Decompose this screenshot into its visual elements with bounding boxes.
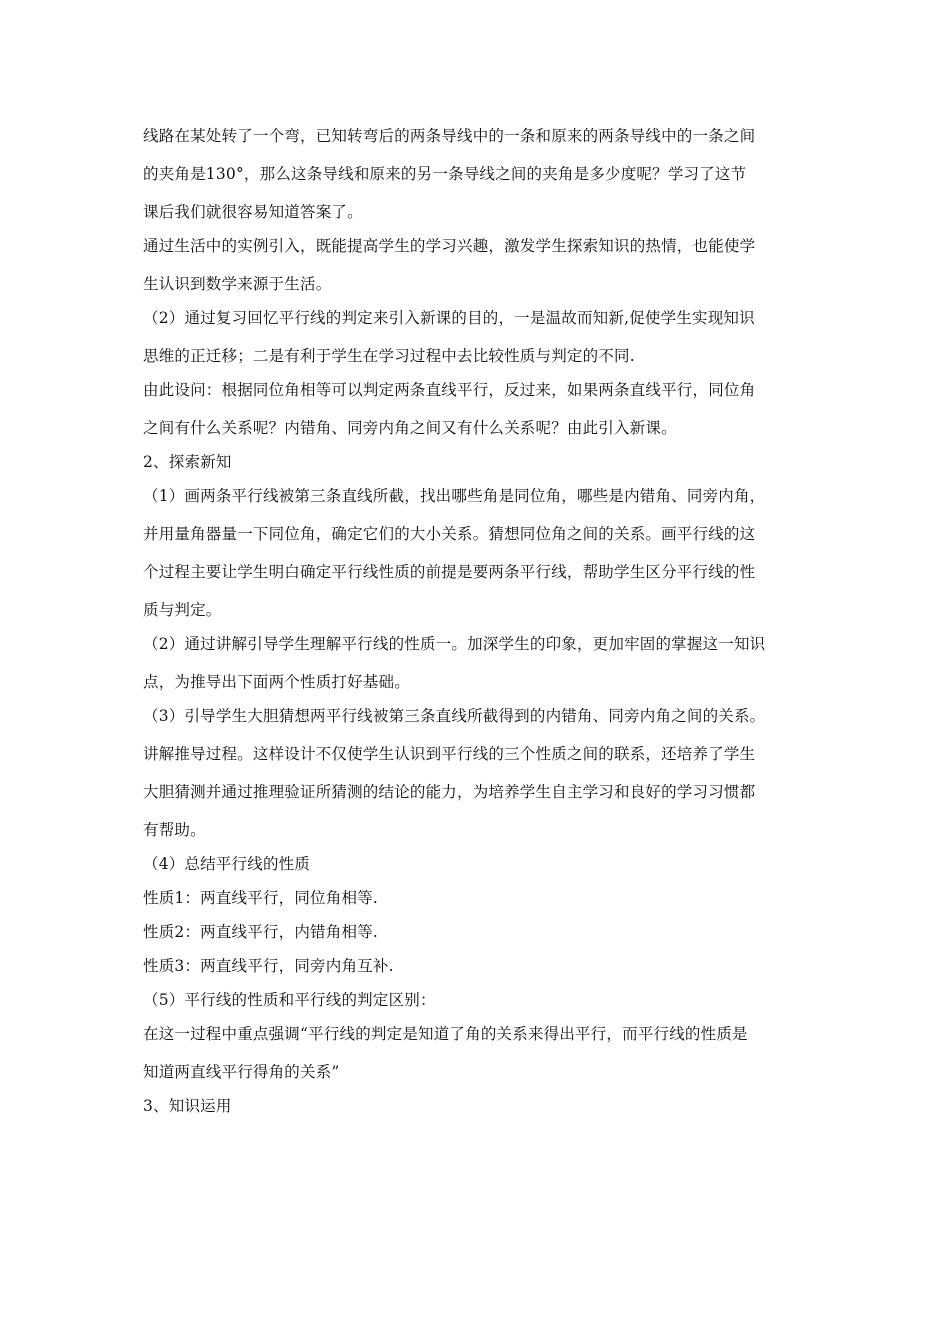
paragraph-line: 思维的正迁移；二是有利于学生在学习过程中去比较性质与判定的不同. <box>143 347 635 365</box>
paragraph-line: 讲解推导过程。这样设计不仅使学生认识到平行线的三个性质之间的联系，还培养了学生 <box>143 745 756 763</box>
paragraph-line: 由此设问：根据同位角相等可以判定两条直线平行，反过来，如果两条直线平行，同位角 <box>143 381 756 399</box>
paragraph-line: 之间有什么关系呢？内错角、同旁内角之间又有什么关系呢？由此引入新课。 <box>143 419 677 437</box>
paragraph-line: 大胆猜测并通过推理验证所猜测的结论的能力，为培养学生自主学习和良好的学习习惯都 <box>143 783 756 801</box>
paragraph-line: （1）画两条平行线被第三条直线所截，找出哪些角是同位角，哪些是内错角、同旁内角， <box>143 487 766 505</box>
paragraph-line: 知道两直线平行得角的关系” <box>143 1063 340 1081</box>
paragraph-line: （5）平行线的性质和平行线的判定区别： <box>143 991 436 1009</box>
property-line: 性质1：两直线平行，同位角相等. <box>143 889 378 907</box>
paragraph-line: 的夹角是130°，那么这条导线和原来的另一条导线之间的夹角是多少度呢？学习了这节 <box>143 165 747 183</box>
paragraph-line: 有帮助。 <box>143 821 206 839</box>
document-body <box>143 124 810 1128</box>
property-line: 性质3：两直线平行，同旁内角互补. <box>143 957 394 975</box>
paragraph-line: （4）总结平行线的性质 <box>143 855 311 873</box>
paragraph-line: （2）通过复习回忆平行线的判定来引入新课的目的，一是温故而知新,促使学生实现知识 <box>143 309 755 327</box>
section-heading: 3、知识运用 <box>143 1097 232 1115</box>
paragraph-line: 个过程主要让学生明白确定平行线性质的前提是要两条平行线，帮助学生区分平行线的性 <box>143 563 756 581</box>
property-line: 性质2：两直线平行，内错角相等. <box>143 923 378 941</box>
section-heading: 2、探索新知 <box>143 453 232 471</box>
paragraph-line: 点，为推导出下面两个性质打好基础。 <box>143 673 410 691</box>
paragraph-line: 在这一过程中重点强调“平行线的判定是知道了角的关系来得出平行，而平行线的性质是 <box>143 1025 748 1043</box>
paragraph-line: 并用量角器量一下同位角，确定它们的大小关系。猜想同位角之间的关系。画平行线的这 <box>143 525 756 543</box>
paragraph-line: （3）引导学生大胆猜想两平行线被第三条直线所截得到的内错角、同旁内角之间的关系。 <box>143 707 766 725</box>
paragraph-line: 线路在某处转了一个弯，已知转弯后的两条导线中的一条和原来的两条导线中的一条之间 <box>143 127 756 145</box>
paragraph-line: 课后我们就很容易知道答案了。 <box>143 203 363 221</box>
paragraph-line: 生认识到数学来源于生活。 <box>143 275 332 293</box>
paragraph-line: （2）通过讲解引导学生理解平行线的性质一。加深学生的印象，更加牢固的掌握这一知识 <box>143 635 766 653</box>
paragraph-line: 通过生活中的实例引入，既能提高学生的学习兴趣，激发学生探索知识的热情，也能使学 <box>143 237 756 255</box>
paragraph-line: 质与判定。 <box>143 601 222 619</box>
